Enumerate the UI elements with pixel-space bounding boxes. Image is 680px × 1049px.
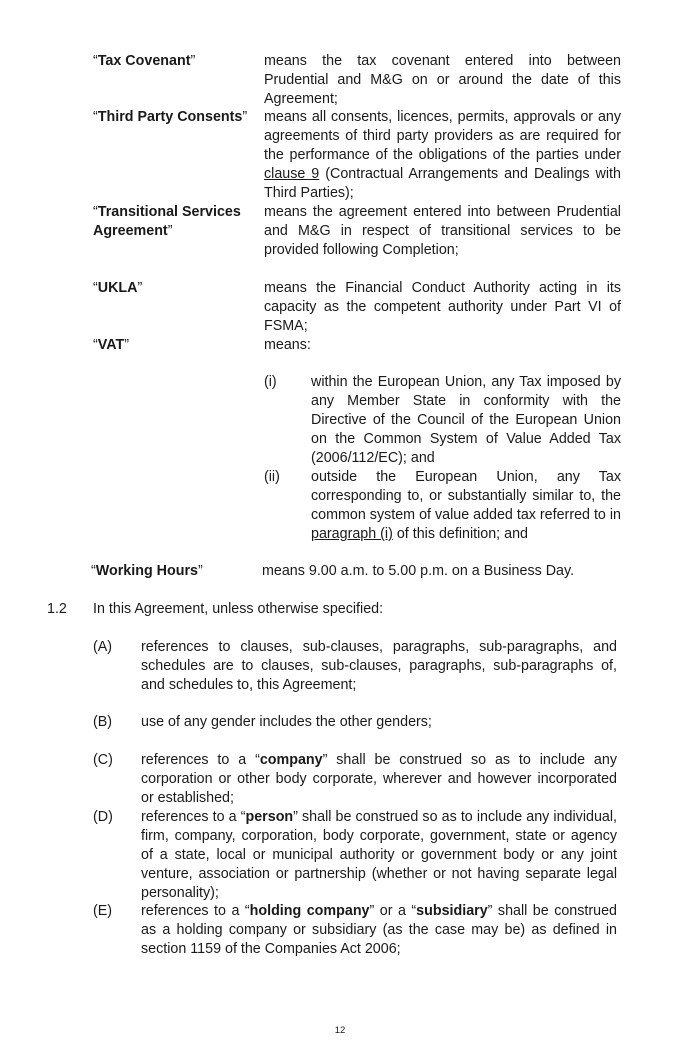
item-label-a: (A) bbox=[93, 639, 113, 655]
term-working-hours: “Working Hours” bbox=[91, 563, 203, 579]
item-text-b: use of any gender includes the other genders; bbox=[141, 714, 432, 730]
term-tax-covenant: “Tax Covenant” bbox=[93, 53, 196, 69]
clause-number: 1.2 bbox=[47, 601, 67, 617]
definition-tax-covenant: means the tax covenant entered into between Prudential and M&G on or around the date of this Agreement; bbox=[264, 53, 621, 107]
item-text-a: references to clauses, sub-clauses, paragraphs, sub-paragraphs, and schedules are to clauses, sub-clauses, paragraphs, sub-paragraphs of, and schedules to, this Agreement; bbox=[141, 639, 617, 693]
page-number: 12 bbox=[334, 1025, 346, 1036]
term-third-party-consents: “Third Party Consents” bbox=[93, 109, 248, 125]
item-label-c: (C) bbox=[93, 752, 113, 768]
definition-ukla: means the Financial Conduct Authority acting in its capacity as the competent authority under Part VI of FSMA; bbox=[264, 280, 621, 334]
item-text-c: references to a “company” shall be construed so as to include any corporation or other body corporate, wherever and however incorporated or established; bbox=[141, 752, 617, 806]
definition-third-party-consents: means all consents, licences, permits, approvals or any agreements of third party providers as are required for the performance of the obligations of the parties under clause 9 (Contractual Arrangements and Dealings with Third Parties); bbox=[264, 109, 621, 201]
item-label-b: (B) bbox=[93, 714, 113, 730]
definition-working-hours: means 9.00 a.m. to 5.00 p.m. on a Business Day. bbox=[262, 563, 575, 579]
item-label-d: (D) bbox=[93, 809, 113, 825]
clause-9-link[interactable]: clause 9 bbox=[264, 166, 320, 182]
term-transitional-services-agreement: “Transitional Services Agreement” bbox=[93, 204, 241, 239]
definition-transitional-services-agreement: means the agreement entered into between Prudential and M&G in respect of transitional services to be provided following Completion; bbox=[264, 204, 621, 258]
item-text-d: references to a “person” shall be construed so as to include any individual, firm, company, corporation, body corporate, government, state or agency of a state, local or municipal authority or government body or any joint venture, association or partnership (whether or not having separate legal personality); bbox=[141, 809, 617, 901]
definition-vat-intro: means: bbox=[264, 337, 311, 353]
term-ukla: “UKLA” bbox=[93, 280, 143, 296]
item-label-e: (E) bbox=[93, 903, 113, 919]
term-vat: “VAT” bbox=[93, 337, 130, 353]
item-text-e: references to a “holding company” or a “subsidiary” shall be construed as a holding company or subsidiary (as the case may be) as defined in section 1159 of the Companies Act 2006; bbox=[141, 903, 617, 957]
vat-item-number: (ii) bbox=[264, 469, 280, 485]
vat-item-text: within the European Union, any Tax imposed by any Member State in conformity with the Directive of the Council of the European Union on the Common System of Value Added Tax (2006/112/EC); and bbox=[311, 374, 621, 466]
clause-intro: In this Agreement, unless otherwise specified: bbox=[93, 601, 384, 617]
vat-item-text: outside the European Union, any Tax corresponding to, or substantially similar to, the common system of value added tax referred to in paragraph (i) of this definition; and bbox=[311, 469, 621, 542]
paragraph-i-link[interactable]: paragraph (i) bbox=[311, 526, 393, 542]
vat-item-number: (i) bbox=[264, 374, 277, 390]
